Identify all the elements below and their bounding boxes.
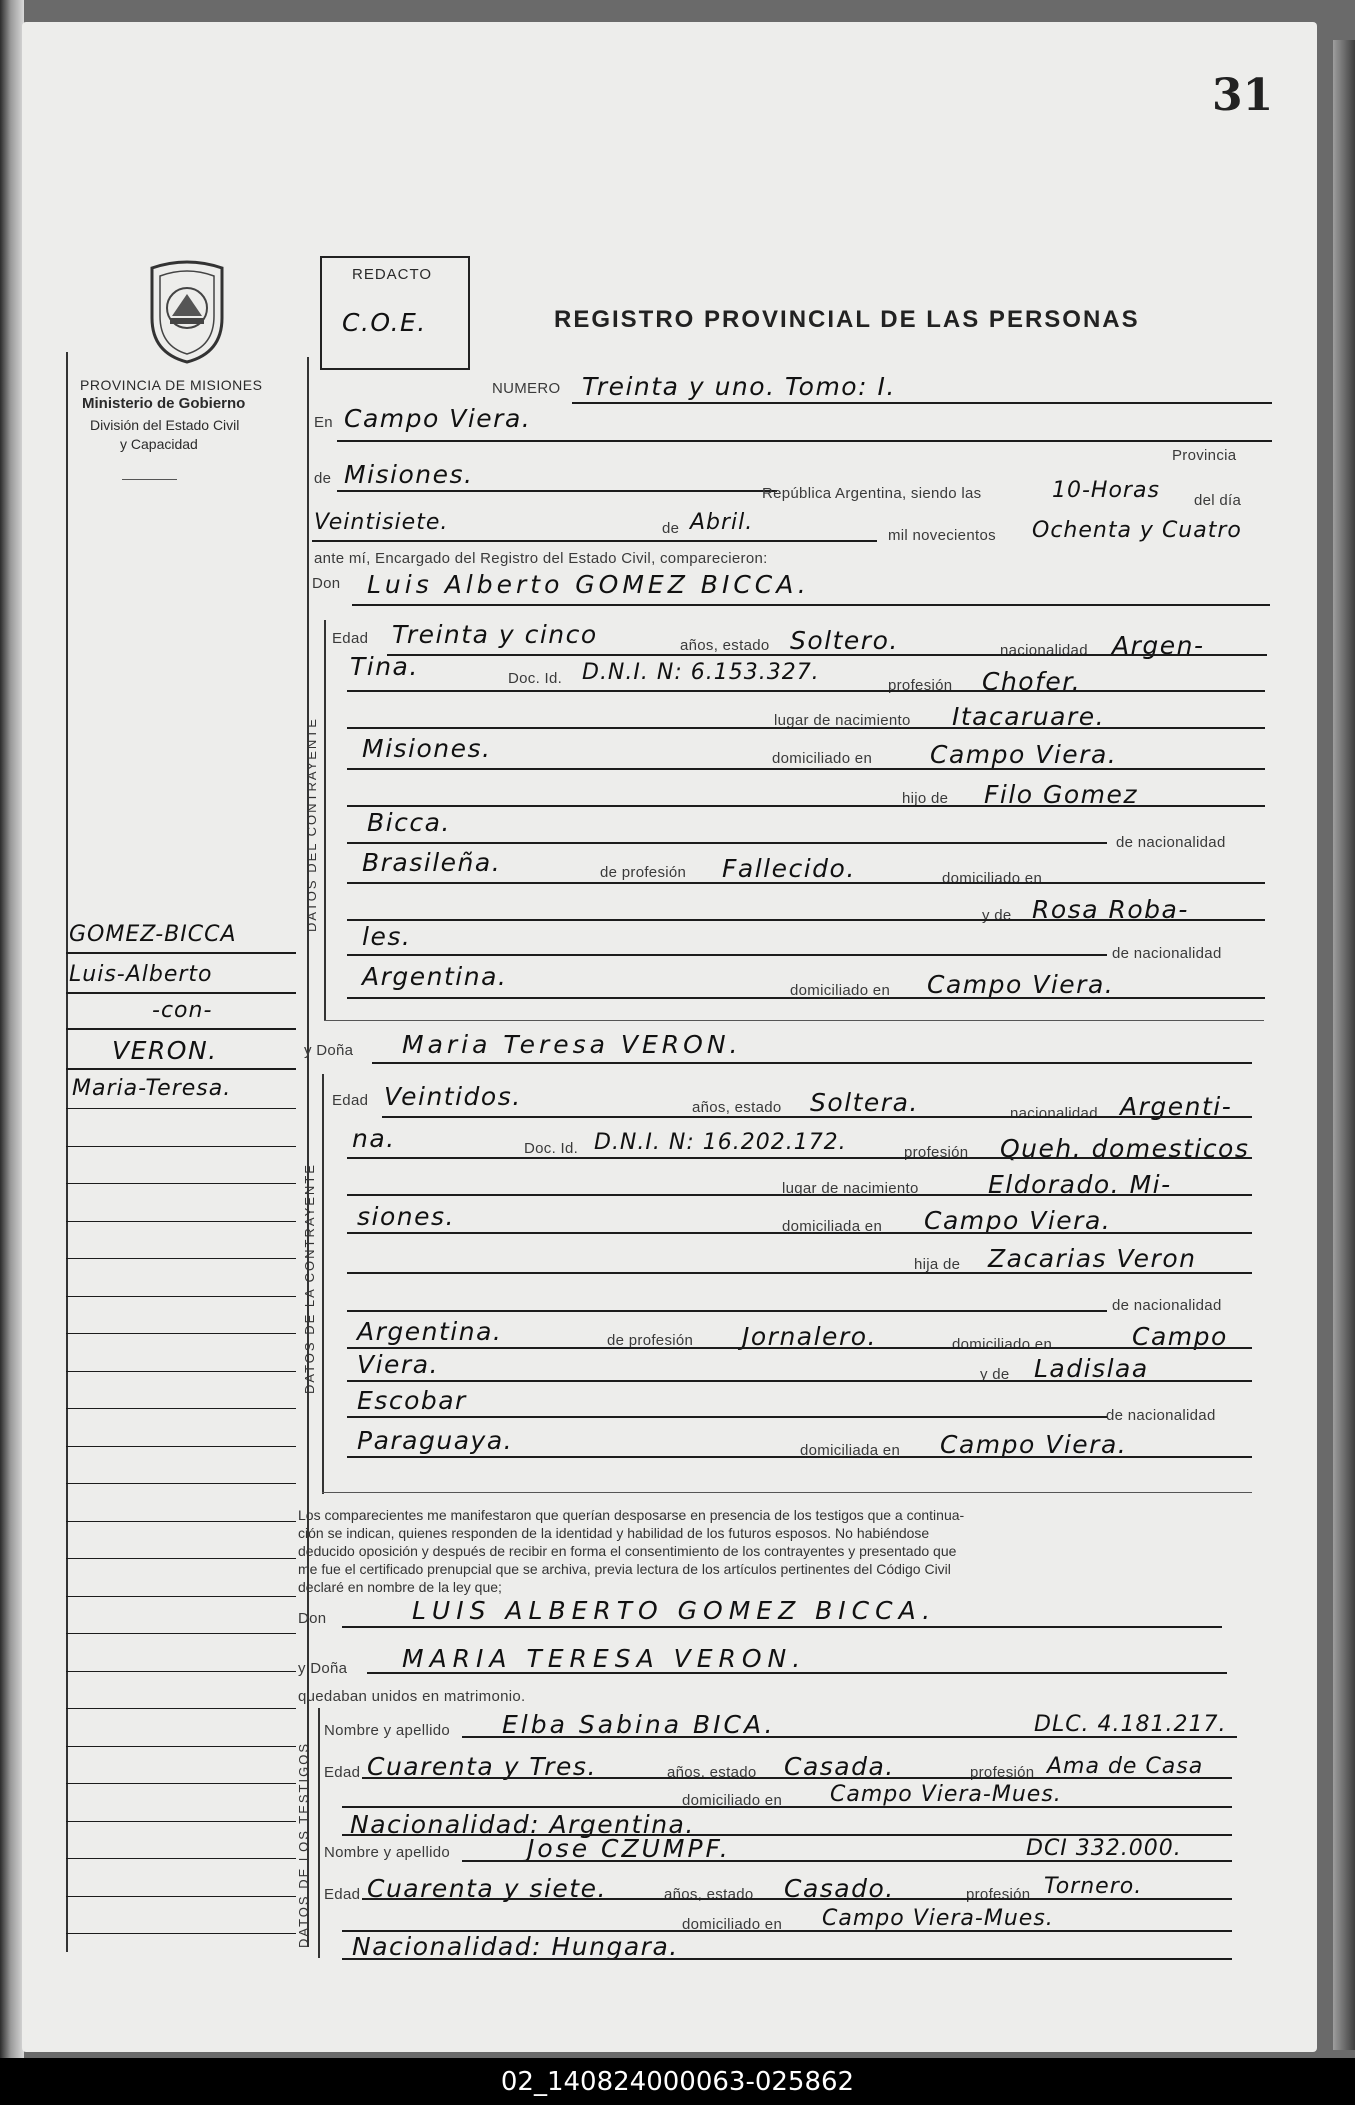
- label-del-dia: del día: [1194, 492, 1242, 509]
- field-numero: Treinta y uno. Tomo: I.: [582, 372, 896, 401]
- label-domiciliada-2: domiciliada en: [800, 1442, 901, 1459]
- bride-madre-nac: Paraguaya.: [357, 1426, 514, 1455]
- margin-ruled-line: [66, 1108, 296, 1109]
- label-de-nacionalidad-4: de nacionalidad: [1106, 1407, 1216, 1424]
- margin-ruled-line: [66, 1858, 296, 1859]
- label-edad: Edad: [332, 630, 369, 647]
- registry-title: REGISTRO PROVINCIAL DE LAS PERSONAS: [554, 306, 1140, 333]
- bride-name: Maria Teresa VERON.: [402, 1030, 742, 1059]
- bride-profesion: Queh. domesticos: [1000, 1134, 1250, 1163]
- label-edad-4: Edad: [324, 1886, 361, 1903]
- margin-ruled-line: [66, 1708, 296, 1709]
- bride-lugar-nacimiento: Eldorado. Mi-: [988, 1170, 1172, 1199]
- groom-padre: Filo Gomez: [984, 780, 1139, 809]
- label-ante-mi: ante mí, Encargado del Registro del Estado Civil, comparecieron:: [314, 550, 768, 567]
- label-nombre-apellido: Nombre y apellido: [324, 1722, 450, 1739]
- label-profesion-2: profesión: [904, 1144, 969, 1161]
- margin-ruled-line: [66, 1258, 296, 1259]
- witness2-nacionalidad: Nacionalidad: Hungara.: [352, 1932, 679, 1961]
- register-page: [22, 22, 1317, 2052]
- groom-madre-nac: Argentina.: [362, 962, 508, 991]
- witness2-doc: DCI 332.000.: [1026, 1836, 1182, 1861]
- bride-doc: D.N.I. N: 16.202.172.: [594, 1130, 847, 1155]
- groom-padre-nac: Brasileña.: [362, 848, 502, 877]
- bride-padre-nac: Argentina.: [357, 1317, 503, 1346]
- groom-domicilio: Campo Viera.: [930, 740, 1118, 769]
- label-provincia: Provincia: [1172, 447, 1237, 464]
- witness1-doc: DLC. 4.181.217.: [1034, 1712, 1227, 1737]
- label-anos-estado-3: años, estado: [667, 1764, 757, 1781]
- label-anos-estado-4: años, estado: [664, 1886, 754, 1903]
- witness2-profesion: Tornero.: [1044, 1874, 1143, 1899]
- label-domiciliada: domiciliada en: [782, 1218, 883, 1235]
- stamp-initials: C.O.E.: [342, 308, 427, 337]
- bride-madre-2: Escobar: [357, 1386, 467, 1415]
- stamp-label: REDACTO: [352, 266, 433, 283]
- bride-nacionalidad-2: na.: [352, 1124, 396, 1153]
- label-mil-novecientos: mil novecientos: [888, 527, 996, 544]
- margin-ruled-line: [66, 1296, 296, 1297]
- label-nombre-apellido-2: Nombre y apellido: [324, 1844, 450, 1861]
- groom-edad: Treinta y cinco: [392, 620, 598, 649]
- field-provincia: Misiones.: [344, 460, 474, 489]
- margin-ruled-line: [66, 1896, 296, 1897]
- page-edge: [1333, 40, 1355, 2050]
- groom-madre-dom: Campo Viera.: [927, 970, 1115, 999]
- witness1-edad: Cuarenta y Tres.: [367, 1752, 597, 1781]
- margin-ruled-line: [66, 1371, 296, 1372]
- label-domiciliado-6: domiciliado en: [682, 1916, 783, 1933]
- declaration-paragraph: [298, 1506, 1248, 1596]
- label-edad-2: Edad: [332, 1092, 369, 1109]
- margin-ruled-line: [66, 1333, 296, 1334]
- label-domiciliado-4: domiciliado en: [952, 1336, 1053, 1353]
- footer-bar: [0, 2058, 1355, 2105]
- margin-ruled-line: [66, 1633, 296, 1634]
- label-anos-estado-2: años, estado: [692, 1099, 782, 1116]
- bride-domicilio: Campo Viera.: [924, 1206, 1112, 1235]
- margin-note-line-3: -con-: [152, 998, 213, 1023]
- margin-ruled-line: [66, 1446, 296, 1447]
- margin-ruled-line: [66, 1183, 296, 1184]
- label-de-profesion-2: de profesión: [607, 1332, 694, 1349]
- org-line-4: y Capacidad: [120, 436, 198, 452]
- label-profesion-4: profesión: [966, 1886, 1031, 1903]
- label-y-de: y de: [982, 907, 1012, 924]
- paragraph-line-3: deducido oposición y después de recibir en forma el consentimiento de los contrayentes y presentado que: [298, 1543, 957, 1559]
- bride-edad: Veintidos.: [384, 1082, 522, 1111]
- bride-padre-dom-2: Viera.: [357, 1350, 439, 1379]
- footer-id: 02_140824000063-025862: [500, 2067, 855, 2097]
- field-dia: Veintisiete.: [314, 510, 449, 535]
- label-quedaban: quedaban unidos en matrimonio.: [298, 1688, 526, 1705]
- label-de-nacionalidad-2: de nacionalidad: [1112, 945, 1222, 962]
- label-don: Don: [312, 575, 341, 592]
- label-nacionalidad-2: nacionalidad: [1010, 1105, 1098, 1122]
- groom-lugar-nacimiento: Itacaruare.: [952, 702, 1106, 731]
- margin-ruled-line: [66, 1671, 296, 1672]
- margin-ruled-line: [66, 1821, 296, 1822]
- groom-name: Luis Alberto GOMEZ BICCA.: [367, 570, 810, 599]
- witness1-nacionalidad: Nacionalidad: Argentina.: [350, 1810, 695, 1839]
- groom-madre-2: les.: [362, 922, 412, 951]
- margin-ruled-line: [66, 1408, 296, 1409]
- witness2-domicilio: Campo Viera-Mues.: [822, 1906, 1054, 1931]
- bride-estado: Soltera.: [810, 1088, 919, 1117]
- label-hija-de: hija de: [914, 1256, 961, 1273]
- witness1-estado: Casada.: [784, 1752, 895, 1781]
- witness2-edad: Cuarenta y siete.: [367, 1874, 607, 1903]
- redacto-stamp: [320, 256, 470, 370]
- label-nacionalidad: nacionalidad: [1000, 642, 1088, 659]
- label-profesion: profesión: [888, 677, 953, 694]
- org-line-3: División del Estado Civil: [90, 417, 240, 433]
- label-profesion-3: profesión: [970, 1764, 1035, 1781]
- margin-ruled-line: [66, 1483, 296, 1484]
- declaration-dona: MARIA TERESA VERON.: [402, 1644, 807, 1673]
- org-line-2: Ministerio de Gobierno: [82, 395, 246, 412]
- label-datos-testigos: DATOS DE LOS TESTIGOS: [296, 1742, 311, 1948]
- label-y-de-2: y de: [980, 1366, 1010, 1383]
- label-en: En: [314, 414, 333, 431]
- groom-estado: Soltero.: [790, 626, 899, 655]
- groom-nacionalidad-1: Argen-: [1112, 631, 1205, 660]
- field-anio: Ochenta y Cuatro: [1032, 518, 1242, 543]
- label-domiciliado-2: domiciliado en: [942, 870, 1043, 887]
- margin-ruled-line: [66, 1521, 296, 1522]
- page-number: 31: [1212, 70, 1274, 121]
- paragraph-line-5: declaré en nombre de la ley que;: [298, 1579, 502, 1595]
- margin-ruled-line: [66, 1746, 296, 1747]
- label-domiciliado-3: domiciliado en: [790, 982, 891, 999]
- margin-ruled-line: [66, 1596, 296, 1597]
- label-republica: República Argentina, siendo las: [762, 485, 982, 502]
- label-de-nacionalidad: de nacionalidad: [1116, 834, 1226, 851]
- label-y-dona: y Doña: [304, 1042, 354, 1059]
- bride-padre-prof: Jornalero.: [742, 1322, 877, 1351]
- label-numero: NUMERO: [492, 380, 561, 397]
- paragraph-line-2: ción se indican, quienes responden de la identidad y habilidad de los futuros esposos. No habiéndose: [298, 1525, 930, 1541]
- groom-nacionalidad-2: Tina.: [350, 652, 419, 681]
- field-lugar: Campo Viera.: [344, 404, 532, 433]
- bride-nacionalidad-1: Argenti-: [1120, 1092, 1233, 1121]
- margin-note-line-2: Luis-Alberto: [69, 962, 213, 987]
- margin-ruled-line: [66, 1146, 296, 1147]
- field-mes: Abril.: [690, 510, 754, 535]
- label-don-2: Don: [298, 1610, 327, 1627]
- label-de-profesion: de profesión: [600, 864, 687, 881]
- margin-note-line-1: GOMEZ-BICCA: [69, 922, 237, 947]
- witness2-estado: Casado.: [784, 1874, 895, 1903]
- declaration-don: LUIS ALBERTO GOMEZ BICCA.: [412, 1596, 937, 1625]
- witness1-domicilio: Campo Viera-Mues.: [830, 1782, 1062, 1807]
- org-line-1: PROVINCIA DE MISIONES: [80, 377, 263, 393]
- margin-ruled-line: [66, 1558, 296, 1559]
- label-lugar-nacimiento-2: lugar de nacimiento: [782, 1180, 919, 1197]
- bride-madre-dom: Campo Viera.: [940, 1430, 1128, 1459]
- bride-lugar-nacimiento-2: siones.: [357, 1202, 455, 1231]
- label-de: de: [314, 470, 332, 487]
- margin-ruled-line: [66, 1933, 296, 1934]
- label-doc-id-2: Doc. Id.: [524, 1140, 579, 1157]
- label-lugar-nacimiento: lugar de nacimiento: [774, 712, 911, 729]
- margin-ruled-line: [66, 1221, 296, 1222]
- label-datos-contrayenta: DATOS DE LA CONTRAYENTE: [302, 1163, 317, 1394]
- groom-padre-prof: Fallecido.: [722, 854, 856, 883]
- field-hora: 10-Horas: [1052, 478, 1160, 503]
- label-doc-id: Doc. Id.: [508, 670, 563, 687]
- label-hijo-de: hijo de: [902, 790, 949, 807]
- paragraph-line-1: Los comparecientes me manifestaron que querían desposarse en presencia de los testigos que a continua-: [298, 1507, 965, 1523]
- groom-profesion: Chofer.: [982, 667, 1082, 696]
- bride-padre: Zacarias Veron: [988, 1244, 1197, 1273]
- bride-madre: Ladislaa: [1034, 1354, 1149, 1383]
- label-domiciliado-5: domiciliado en: [682, 1792, 783, 1809]
- witness2-nombre: Jose CZUMPF.: [527, 1834, 731, 1863]
- label-de-2: de: [662, 520, 680, 537]
- groom-lugar-nacimiento-2: Misiones.: [362, 734, 492, 763]
- label-datos-contrayente: DATOS DEL CONTRAYENTE: [304, 717, 319, 932]
- groom-madre: Rosa Roba-: [1032, 895, 1189, 924]
- witness1-profesion: Ama de Casa: [1047, 1754, 1204, 1779]
- margin-note-line-5: Maria-Teresa.: [72, 1076, 232, 1101]
- bride-padre-dom-1: Campo: [1132, 1322, 1228, 1351]
- margin-ruled-line: [66, 1783, 296, 1784]
- label-de-nacionalidad-3: de nacionalidad: [1112, 1297, 1222, 1314]
- paragraph-line-4: me fue el certificado prenupcial que se archiva, previa lectura de los artículos pertinentes del Código Civil: [298, 1561, 951, 1577]
- label-domiciliado: domiciliado en: [772, 750, 873, 767]
- book-spine: [0, 0, 24, 2058]
- groom-padre-2: Bicca.: [367, 808, 451, 837]
- witness1-nombre: Elba Sabina BICA.: [502, 1710, 776, 1739]
- groom-doc: D.N.I. N: 6.153.327.: [582, 660, 820, 685]
- label-y-dona-2: y Doña: [298, 1660, 348, 1677]
- provincial-seal: [142, 258, 232, 364]
- label-edad-3: Edad: [324, 1764, 361, 1781]
- label-anos-estado: años, estado: [680, 637, 770, 654]
- margin-note-line-4: VERON.: [112, 1036, 218, 1065]
